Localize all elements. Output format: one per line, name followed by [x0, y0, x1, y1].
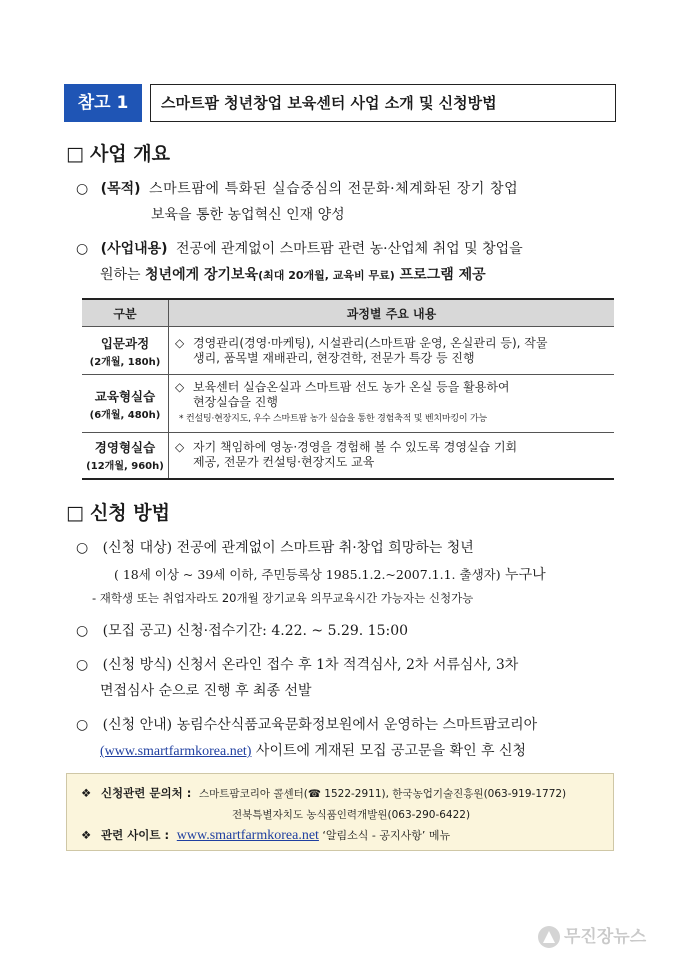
course-name: 교육형실습 [94, 388, 156, 404]
course-name: 입문과정 [100, 335, 150, 351]
circle-bullet-icon: ○ [76, 540, 89, 556]
course-table [82, 298, 614, 480]
course-content-cell [169, 375, 615, 433]
contact-line-1 [81, 785, 566, 801]
content-text-2d: 프로그램 제공 [394, 267, 486, 283]
method-text-1: (신청 방식) 신청서 온라인 접수 후 1차 적격심사, 2차 서류심사, 3차 [102, 657, 519, 673]
purpose-text-1: 스마트팜에 특화된 실습중심의 전문화·체계화된 장기 창업 [148, 181, 519, 197]
method-line-1 [76, 654, 518, 674]
course-content-line: 경영관리(경영·마케팅), 시설관리(스마트팜 운영, 온실관리 등), 작물 [193, 335, 548, 350]
section-heading-text: 신청 방법 [89, 502, 170, 524]
notice-line [76, 620, 408, 640]
table-row [82, 433, 614, 479]
content-line-1 [76, 238, 523, 258]
reference-badge: 참고 1 [64, 84, 142, 122]
course-duration: (6개월, 480h) [89, 409, 161, 421]
target-text-2b: 누구나 [500, 567, 546, 583]
target-text-2a: ( 18세 이상 ~ 39세 이하, 주민등록상 1985.1.2.~2007.1.1. 출생자) [114, 567, 501, 582]
contact-text-2: 전북특별자치도 농식품인력개발원(063-290-6422) [232, 809, 471, 821]
watermark-logo-icon [538, 926, 560, 948]
contact-line-3 [81, 827, 450, 844]
watermark [538, 922, 670, 954]
notice-text: (모집 공고) 신청·접수기간: 4.22. ~ 5.29. 15:00 [102, 623, 409, 639]
circle-bullet-icon: ○ [76, 181, 89, 197]
target-line-3: - 재학생 또는 취업자라도 20개월 장기교육 의무교육시간 가능자는 신청가능 [92, 591, 474, 605]
circle-bullet-icon: ○ [76, 657, 89, 673]
course-content-line: 현장실습을 진행 [193, 395, 278, 409]
section-heading-apply [66, 498, 170, 525]
purpose-text-2: 보육을 통한 농업혁신 인재 양성 [151, 207, 345, 223]
course-name-cell [82, 327, 169, 375]
page-title: 스마트팜 청년창업 보육센터 사업 소개 및 신청방법 [150, 84, 616, 122]
course-name-cell [82, 375, 169, 433]
site-label: 관련 사이트 : [100, 828, 170, 842]
square-bullet-icon: □ [66, 143, 84, 165]
method-text-2: 면접심사 순으로 진행 후 최종 선발 [100, 683, 312, 699]
content-text-1: 전공에 관계없이 스마트팜 관련 농·산업체 취업 및 창업을 [176, 241, 523, 257]
content-text-2c: (최대 20개월, 교육비 무료) [258, 269, 395, 282]
content-line-2 [100, 264, 486, 284]
course-name-cell [82, 433, 169, 479]
section-heading-overview [66, 139, 170, 166]
target-line-1 [76, 537, 474, 557]
watermark-text: 무진장뉴스 [564, 927, 647, 947]
course-duration: (12개월, 960h) [86, 461, 164, 473]
purpose-line-1 [76, 178, 518, 198]
title-bar [64, 84, 616, 122]
circle-bullet-icon: ○ [76, 717, 89, 733]
table-header-category: 구분 [82, 299, 169, 327]
course-content-line: 생리, 품목별 재배관리, 현장견학, 전문가 특강 등 진행 [193, 350, 475, 365]
target-line-2 [114, 564, 546, 584]
purpose-label: (목적) [100, 181, 141, 197]
diamond-bullet-icon: ◇ [175, 440, 185, 455]
contact-text-1: 스마트팜코리아 콜센터(☎ 1522-2911), 한국농업기술진흥원(063-919-1772) [199, 788, 567, 800]
site-menu-text: ‘알림소식 - 공지사항’ 메뉴 [318, 829, 451, 842]
table-header-content: 과정별 주요 내용 [169, 299, 615, 327]
course-content-cell [169, 327, 615, 375]
course-note: * 컨설팅·현장지도, 우수 스마트팜 농가 실습을 통한 경험축적 및 벤치마킹이 가능 [179, 414, 488, 424]
diamond-bullet-icon: ◇ [175, 335, 185, 350]
smartfarmkorea-link[interactable]: (www.smartfarmkorea.net) [100, 744, 252, 759]
course-name: 경영형실습 [94, 440, 156, 456]
course-content-line: 보육센터 실습온실과 스마트팜 선도 농가 온실 등을 활용하여 [193, 380, 510, 394]
site-link[interactable]: www.smartfarmkorea.net [176, 828, 319, 843]
section-heading-text: 사업 개요 [89, 143, 170, 165]
course-content-cell [169, 433, 615, 479]
content-text-2b: 청년에게 장기보육 [145, 267, 259, 283]
content-label: (사업내용) [100, 241, 168, 257]
table-row [82, 375, 614, 433]
table-header-row [82, 299, 614, 327]
contact-box [66, 773, 614, 851]
guide-text-1: (신청 안내) 농림수산식품교육문화정보원에서 운영하는 스마트팜코리아 [102, 717, 538, 733]
guide-line-1 [76, 714, 537, 734]
circle-bullet-icon: ○ [76, 623, 89, 639]
guide-text-2: 사이트에 게재된 모집 공고문을 확인 후 신청 [251, 743, 527, 759]
target-text-1: (신청 대상) 전공에 관계없이 스마트팜 취·창업 희망하는 청년 [102, 540, 474, 556]
course-content-line: 제공, 전문가 컨설팅·현장지도 교육 [193, 455, 375, 470]
square-bullet-icon: □ [66, 502, 84, 524]
diamond-bullet-icon: ◇ [175, 380, 185, 394]
diamond-bullet-icon: ❖ [81, 786, 92, 800]
diamond-bullet-icon: ❖ [81, 828, 92, 842]
course-duration: (2개월, 180h) [89, 356, 161, 368]
circle-bullet-icon: ○ [76, 241, 89, 257]
table-row [82, 327, 614, 375]
contact-label: 신청관련 문의처 : [100, 786, 192, 800]
guide-line-2 [100, 740, 526, 760]
content-text-2a: 원하는 [100, 267, 146, 283]
course-content-line: 자기 책임하에 영농·경영을 경험해 볼 수 있도록 경영실습 기회 [193, 440, 518, 455]
